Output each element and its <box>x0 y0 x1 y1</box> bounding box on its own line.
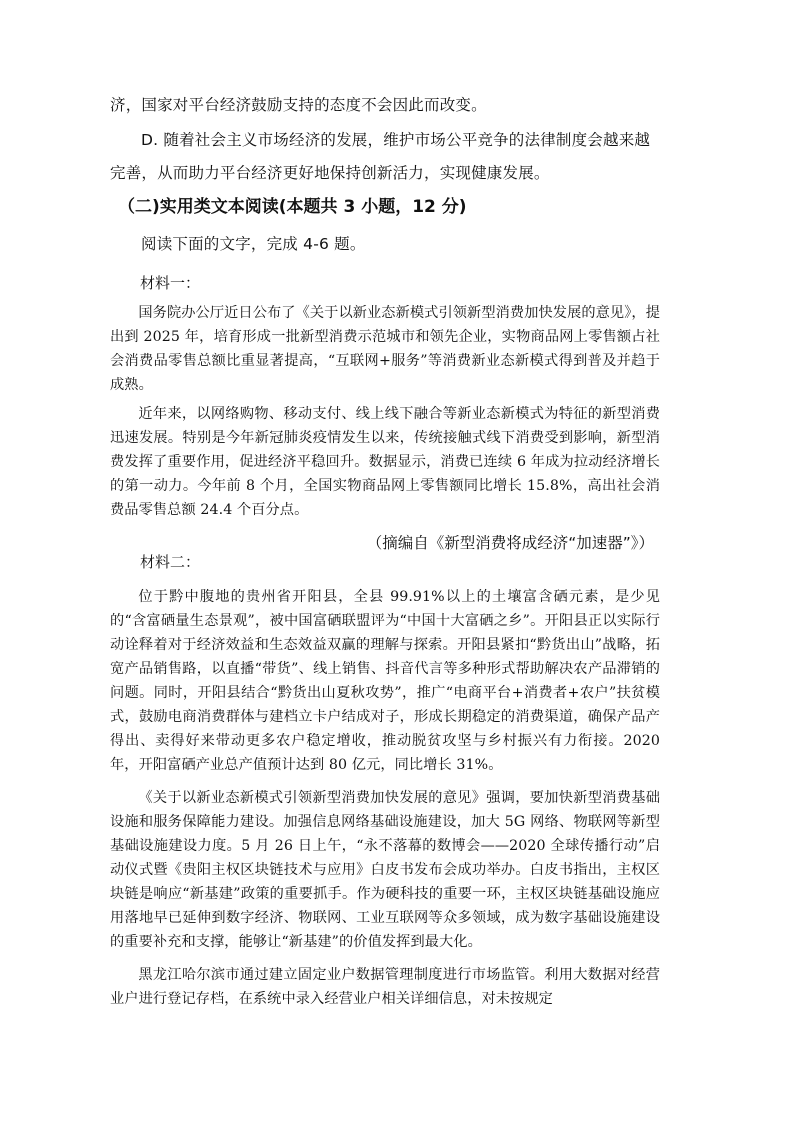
material-2-paragraph-3: 黑龙江哈尔滨市通过建立固定业户数据管理制度进行市场监管。利用大数据对经营业户进行登记存档，在系统中录入经营业户相关详细信息，对未按规定 <box>110 967 660 1007</box>
material-2-paragraph-1: 位于黔中腹地的贵州省开阳县，全县 99.91%以上的土壤富含硒元素，是少见的“含富硒量生态景观”，被中国富硒联盟评为“中国十大富硒之乡”。开阳县正以实际行动诠释着对于经济效益和生态效益双赢的理解与探索。开阳县紧扣“黔货出山”战略，拓宽产品销售路，以直播“带货”、线上销售、抖音代言等多种形式帮助解决农产品滞销的问题。同时，开阳县结合“黔货出山夏秋攻势”，推广“电商平台+消费者+农户”扶贫模式，鼓励电商消费群体与建档立卡户结成对子，形成长期稳定的消费渠道，确保产品产得出、卖得好来带动更多农户稳定增收，推动脱贫攻坚与乡村振兴有力衔接。2020 年，开阳富硒产业总产值预计达到 80 亿元，同比增长 31%。 <box>110 589 660 773</box>
material-2-paragraph-2: 《关于以新业态新模式引领新型消费加快发展的意见》强调，要加快新型消费基础设施和服务保障能力建设。加强信息网络基础设施建设，加大 5G 网络、物联网等新型基础设施建设力度。5 月 26 日上午，“永不落幕的数博会——2020 全球传播行动”启动仪式暨《贵阳主权区块链技术与应用》白皮书发布会成功举办。白皮书指出，主权区块链是响应“新基建”政策的重要抓手。作为硬科技的重要一环，主权区块链基础设施应用落地早已延伸到数字经济、物联网、工业互联网等众多领域，成为数字基础设施建设的重要补充和支撑，能够让“新基建”的价值发挥到最大化。 <box>110 790 660 950</box>
option-d: D. 随着社会主义市场经济的发展，维护市场公平竞争的法律制度会越来越完善，从而助力平台经济更好地保持创新活力，实现健康发展。 <box>110 131 651 182</box>
material-2-label: 材料二： <box>140 553 201 571</box>
section-instruction: 阅读下面的文字，完成 4-6 题。 <box>141 235 366 253</box>
material-1-source: （摘编自《新型消费将成经济“加速器”》） <box>366 533 654 552</box>
option-c-continuation: 济，国家对平台经济鼓励支持的态度不会因此而改变。 <box>110 96 487 114</box>
section-title: （二)实用类文本阅读(本题共 3 小题，12 分) <box>118 197 467 217</box>
material-1-paragraph-1: 国务院办公厅近日公布了《关于以新业态新模式引领新型消费加快发展的意见》，提出到 2025 年，培育形成一批新型消费示范城市和领先企业，实物商品网上零售额占社会消费品零售总额比重显著提高，“互联网+服务”等消费新业态新模式得到普及并趋于成熟。 <box>110 305 660 393</box>
material-1-label: 材料一： <box>140 274 201 292</box>
material-1-paragraph-2: 近年来，以网络购物、移动支付、线上线下融合等新业态新模式为特征的新型消费迅速发展。特别是今年新冠肺炎疫情发生以来，传统接触式线下消费受到影响，新型消费发挥了重要作用，促进经济平稳回升。数据显示，消费已连续 6 年成为拉动经济增长的第一动力。今年前 8 个月，全国实物商品网上零售额同比增长 15.8%，高出社会消费品零售总额 24.4 个百分点。 <box>110 406 660 518</box>
